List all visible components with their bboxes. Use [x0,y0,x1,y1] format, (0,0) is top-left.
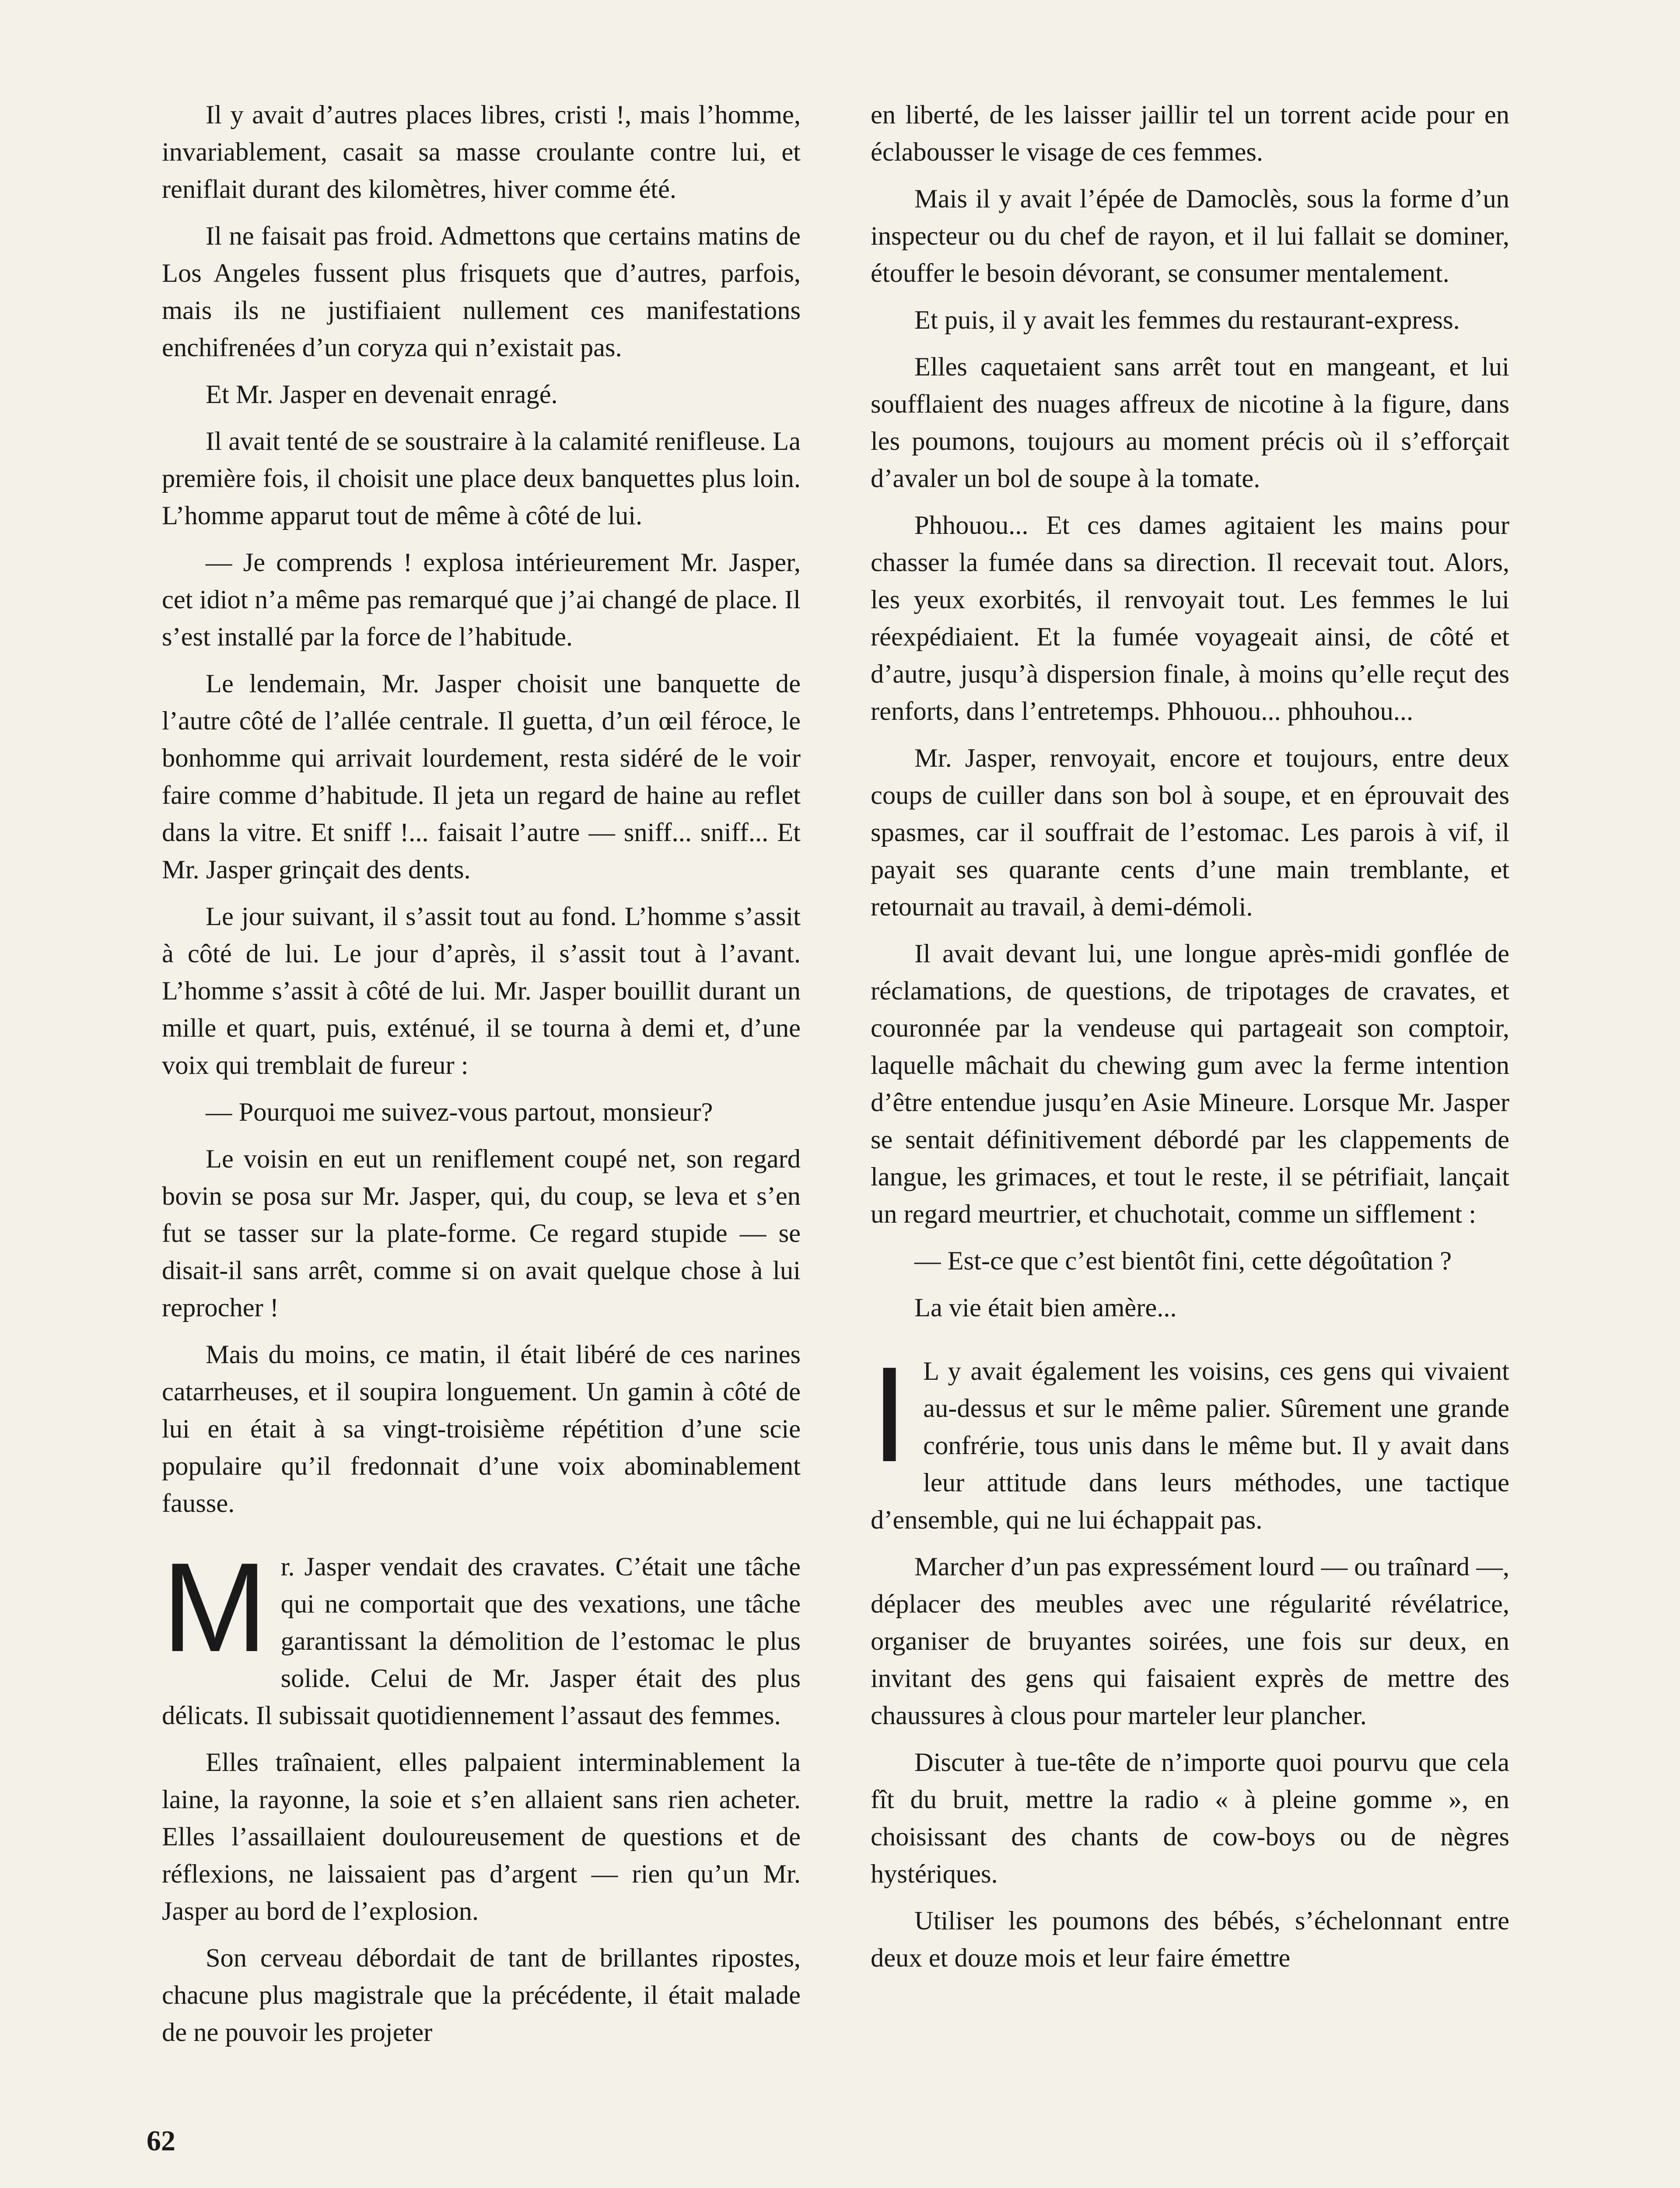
paragraph: L y avait également les voisins, ces gens qui vivaient au-dessus et sur le même palier. Sûrement une grande confrérie, tous unis dans le même but. Il y avait dans leur attitude dans leurs méthodes, une tactique d’ensemble, qui ne lui échappait pas. [871,1357,1509,1535]
section-break-m [162,1536,801,2051]
paragraph: La vie était bien amère... [914,1293,1177,1322]
paragraph: Elles caquetaient sans arrêt tout en mangeant, et lui soufflaient des nuages affreux de nicotine à la figure, dans les poumons, toujours au moment précis où il s’efforçait d’avaler un bol de soupe à la tomate. [871,352,1509,493]
paragraph: Et puis, il y avait les femmes du restaurant-express. [914,305,1460,335]
paragraph: Elles traînaient, elles palpaient interminablement la laine, la rayonne, la soie et s’en allaient sans rien acheter. Elles l’assaillaient douloureusement de questions et de réflexions, ne laissaient pas d’argent — rien qu’un Mr. Jasper au bord de l’explosion. [162,1748,801,1926]
paragraph: — Je comprends ! explosa intérieurement Mr. Jasper, cet idiot n’a même pas remarqué que j’ai changé de place. Il s’est installé par la force de l’habitude. [162,548,801,652]
paragraph: Mr. Jasper, renvoyait, encore et toujours, entre deux coups de cuiller dans son bol à soupe, et en éprouvait des spasmes, car il souffrait de l’estomac. Les parois à vif, il payait ses quarante cents d’une main tremblante, et retournait au travail, à demi-démoli. [871,743,1509,922]
paragraph: Phhouou... Et ces dames agitaient les mains pour chasser la fumée dans sa direction. Il recevait tout. Alors, les yeux exorbités, il renvoyait tout. Les femmes le lui réexpédiaient. Et la fumée voyageait ainsi, de côté et d’autre, jusqu’à dispersion finale, à moins qu’elle reçut des renforts, dans l’entretemps. Phhouou... phhouhou... [871,511,1509,726]
paragraph: Son cerveau débordait de tant de brillantes ripostes, chacune plus magistrale que la précédente, il était malade de ne pouvoir les projeter [162,1943,801,2047]
left-column [162,96,801,2061]
section-break-i [871,1338,1509,1977]
paragraph: Il y avait d’autres places libres, cristi !, mais l’homme, invariablement, casait sa masse croulante contre lui, et reniflait durant des kilomètres, hiver comme été. [162,100,801,204]
paragraph: en liberté, de les laisser jaillir tel un torrent acide pour en éclabousser le visage de ces femmes. [871,100,1509,167]
paragraph: r. Jasper vendait des cravates. C’était une tâche qui ne comportait que des vexations, une tâche garantissant la démolition de l’estomac le plus solide. Celui de Mr. Jasper était des plus délicats. Il subissait quotidiennement l’assaut des femmes. [162,1552,801,1730]
drop-cap: I [871,1338,909,1490]
paragraph: Le voisin en eut un reniflement coupé net, son regard bovin se posa sur Mr. Jasper, qui, du coup, se leva et s’en fut se tasser sur la plate-forme. Ce regard stupide — se disait-il sans arrêt, comme si on avait quelque chose à lui reprocher ! [162,1144,801,1322]
right-column [871,96,1509,1986]
paragraph: Il ne faisait pas froid. Admettons que certains matins de Los Angeles fussent plus frisquets que d’autres, parfois, mais ils ne justifiaient nullement ces manifestations enchifrenées d’un coryza qui n’existait pas. [162,221,801,362]
page-number: 62 [147,2125,175,2157]
paragraph: Il avait tenté de se soustraire à la calamité renifleuse. La première fois, il choisit une place deux banquettes plus loin. L’homme apparut tout de même à côté de lui. [162,427,801,530]
paragraph: Mais du moins, ce matin, il était libéré de ces narines catarrheuses, et il soupira longuement. Un gamin à côté de lui en était à sa vingt-troisième répétition d’une scie populaire qu’il fredonnait d’une voix abominablement fausse. [162,1340,801,1518]
paragraph: Il avait devant lui, une longue après-midi gonflée de réclamations, de questions, de tripotages de cravates, et couronnée par la vendeuse qui partageait son comptoir, laquelle mâchait du chewing gum avec la ferme intention d’être entendue jusqu’en Asie Mineure. Lorsque Mr. Jasper se sentait définitivement débordé par les clappements de langue, les grimaces, et tout le reste, il se pétrifiait, lançait un regard meurtrier, et chuchotait, comme un sifflement : [871,939,1509,1229]
paragraph: Utiliser les poumons des bébés, s’échelonnant entre deux et douze mois et leur faire émettre [871,1906,1509,1973]
paragraph: Le lendemain, Mr. Jasper choisit une banquette de l’autre côté de l’allée centrale. Il guetta, d’un œil féroce, le bonhomme qui arrivait lourdement, resta sidéré de le voir faire comme d’habitude. Il jeta un regard de haine au reflet dans la vitre. Et sniff !... faisait l’autre — sniff... sniff... Et Mr. Jasper grinçait des dents. [162,669,801,884]
paragraph: Le jour suivant, il s’assit tout au fond. L’homme s’assit à côté de lui. Le jour d’après, il s’assit tout à l’avant. L’homme s’assit à côté de lui. Mr. Jasper bouillit durant un mille et quart, puis, exténué, il se tourna à demi et, d’une voix qui tremblait de fureur : [162,902,801,1080]
paragraph: — Pourquoi me suivez-vous partout, monsieur? [206,1098,713,1127]
drop-cap: M [162,1536,268,1678]
paragraph: Marcher d’un pas expressément lourd — ou traînard —, déplacer des meubles avec une régularité révélatrice, organiser de bruyantes soirées, une fois sur deux, en invitant des gens qui faisaient exprès de mettre des chaussures à clous pour marteler leur plancher. [871,1552,1509,1730]
paragraph: Discuter à tue-tête de n’importe quoi pourvu que cela fît du bruit, mettre la radio « à pleine gomme », en choisissant des chants de cow-boys ou de nègres hystériques. [871,1748,1509,1889]
paragraph: Mais il y avait l’épée de Damoclès, sous la forme d’un inspecteur ou du chef de rayon, et il lui fallait se dominer, étouffer le besoin dévorant, se consumer mentalement. [871,184,1509,288]
paragraph: — Est-ce que c’est bientôt fini, cette dégoûtation ? [914,1246,1452,1276]
paragraph: Et Mr. Jasper en devenait enragé. [206,380,558,409]
